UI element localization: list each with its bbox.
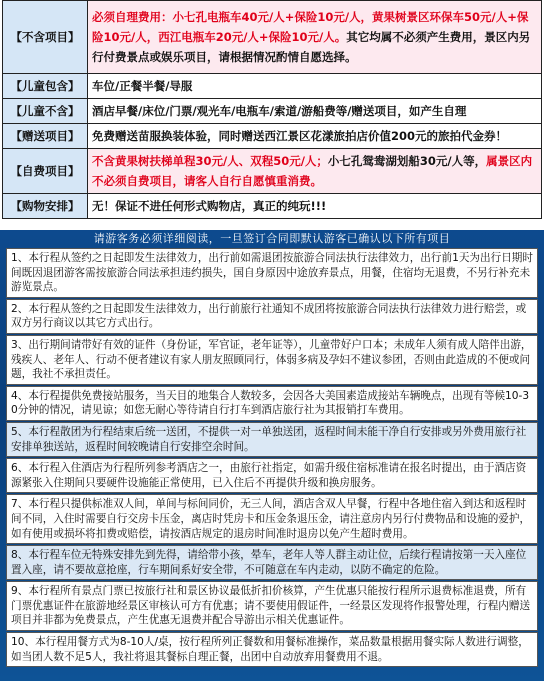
notice-section [0,230,544,681]
row-gifts [3,124,542,149]
row-label: 【不含项目】 [3,1,88,74]
row-value-red-2: 属景区内不必须自费项目，请客人自行自愿慎重消费。 [92,154,533,188]
term-item: 7、本行程只提供标准双人间，单间与标间同价，无三人间，酒店含双人早餐，行程中各地住宿入到达和返程时间不同，入住时需要自行交房卡压金，离店时凭房卡和压金条退压金，请注意房内另行付费物品和设施的爱护，如有使用或损坏将扣费或赔偿，请按酒店规定的退房时间准时退房以免产生超时费用。 [6,494,538,544]
row-value [88,1,542,74]
row-child-excluded [3,99,542,124]
row-value-red: 不含黄果树扶梯单程30元/人、双程50元/人； [92,154,328,168]
row-value-black: 小七孔鸳鸯湖划船30元/人等， [327,154,487,168]
row-optional [3,149,542,194]
row-value: 免费赠送苗服换装体验，同时赠送西江景区花漾旅拍店价值200元的旅拍代金券！ [88,124,542,149]
term-item: 8、本行程车位无特殊安排先到先得，请给带小孩，晕车，老年人等人群主动让位，后续行程请按第一天入座位置入座，请不要故意抢座，行车期间系好安全带，不可随意在车内走动，以防不确定的危险。 [6,545,538,580]
terms-list [6,248,538,667]
row-label: 【儿童不含】 [3,99,88,124]
row-label: 【购物安排】 [3,194,88,219]
term-item: 6、本行程入住酒店为行程所列参考酒店之一，由旅行社指定，如需升级住宿标准请在报名时提出，由于酒店资源紧张入住期间只要硬件设施能正常使用，已入住后不再提供升级和换房服务。 [6,458,538,493]
info-table-section [0,0,544,218]
term-item: 4、本行程提供免费接站服务，当天目的地集合人数较多，会因各大美国素造成接站车辆晚点，出现有等候10-30分钟的情况，请见谅；如您无耐心等待请自行打车到酒店旅行社为其报销打车费用。 [6,386,538,421]
term-item: 9、本行程所有景点门票已按旅行社和景区协议最低折扣价核算，产生优惠只能按行程所示退费标准退费，所有门票优惠证件在旅游地经景区审核认可方有优惠；请不要使用假证件，一经景区发现将作报警处理，行程内赠送项目并非都为免费景点，产生优惠无退费并配合导游出示相关优惠证件。 [6,581,538,631]
row-value: 车位/正餐半餐/导服 [88,74,542,99]
term-item: 10、本行程用餐方式为8-10人/桌，按行程所列正餐数和用餐标准操作，菜品数量根据用餐实际人数进行调整，如当团人数不足5人，我社将退其餐标自理正餐，出团中自动放弃用餐费用不退。 [6,632,538,667]
row-value-red: 必须自理费用：小七孔电瓶车40元/人+保险10元/人，黄果树景区环保车50元/人+保险10元/人，西江电瓶车20元/人+保险10元/人。 [92,10,529,44]
term-item: 5、本行程散团为行程结束后统一送团，不提供一对一单独送团，返程时间未能干净自行安排或另外费用旅行社安排单独送站，返程时间较晚请自行安排空余时间。 [6,422,538,457]
row-label: 【儿童包含】 [3,74,88,99]
term-item: 1、本行程从签约之日起即发生法律效力，出行前如需退团按旅游合同法执行法律效力，出行前1天为出行日期时间既因退团游客需按旅游合同法承担违约损失，国自身原因中途放弃景点，用餐，住宿均无退费，不另行补充未游览景点。 [6,248,538,298]
term-item: 3、出行期间请带好有效的证件（身份证，军官证，老年证等），儿童带好户口本；未成年人须有成人陪伴出游，残疾人、老年人、行动不便者建议有家人朋友照顾同行，体弱多病及孕妇不建议参团，否则由此造成的不便或问题，我社不承担责任。 [6,335,538,385]
row-value: 无！保证不进任何形式购物店，真正的纯玩!!! [88,194,542,219]
row-value-black: 其它均属不必须产生费用，景区内另行付费景点或娱乐项目，请根据情况酌情自愿选择。 [92,30,531,64]
info-table [2,0,542,219]
row-label: 【赠送项目】 [3,124,88,149]
row-shopping [3,194,542,219]
notice-banner: 请游客务必须详细阅读，一旦签订合同即默认游客已确认以下所有项目 [93,232,451,245]
row-label: 【自费项目】 [3,149,88,194]
term-item: 2、本行程从签约之日起即发生法律效力，出行前旅行社通知不成团将按旅游合同法执行法律效力进行赔尝，或双方另行商议以其它方式出行。 [6,299,538,334]
row-value: 酒店早餐/床位/门票/观光车/电瓶车/索道/游船费等/赠送项目，如产生自理 [88,99,542,124]
row-excluded [3,1,542,74]
row-child-included [3,74,542,99]
row-value [88,149,542,194]
